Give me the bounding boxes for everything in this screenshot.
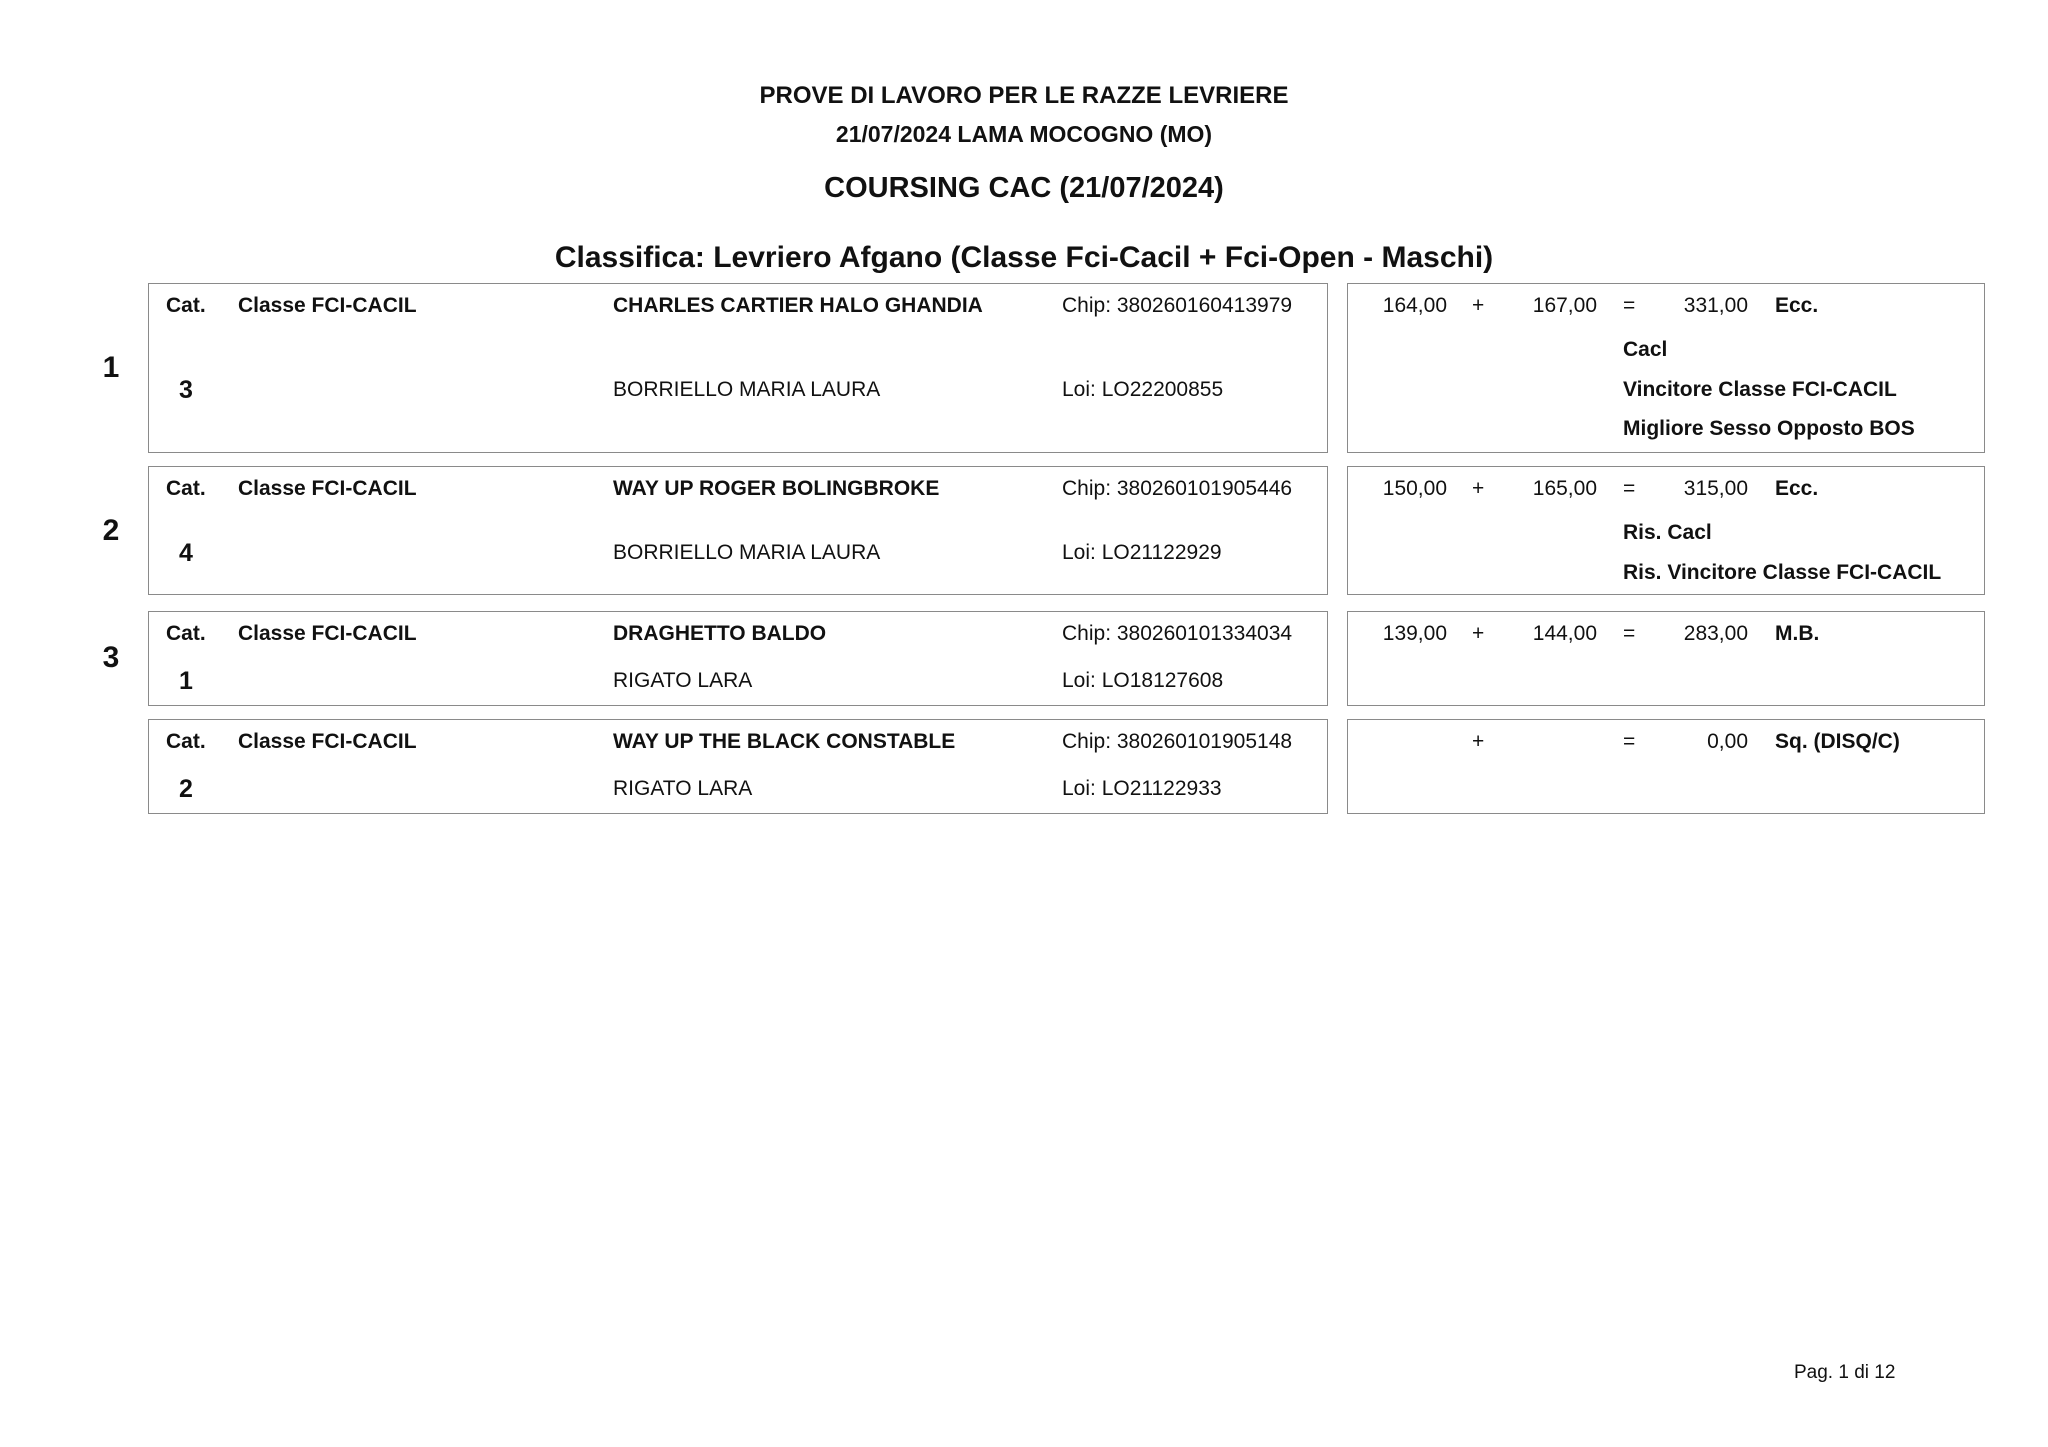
dog-info-box [148,611,1328,706]
equals-sign: = [1623,477,1636,500]
catalog-number: 1 [179,667,193,695]
cat-label: Cat. [166,730,206,753]
equals-sign: = [1623,622,1636,645]
loi-number: Loi: LO22200855 [1062,378,1224,401]
owner-name: RIGATO LARA [613,669,753,692]
score-run-1: 139,00 [1382,622,1447,645]
cat-label: Cat. [166,622,206,645]
score-run-2: 167,00 [1532,294,1597,317]
dog-info-box [148,719,1328,814]
catalog-number: 4 [179,539,193,567]
score-box [1347,283,1985,453]
score-run-1: 164,00 [1382,294,1447,317]
owner-name: RIGATO LARA [613,777,753,800]
competition-title: COURSING CAC (21/07/2024) [824,172,1224,204]
event-title: PROVE DI LAVORO PER LE RAZZE LEVRIERE [759,82,1289,109]
cat-label: Cat. [166,294,206,317]
result-entry [0,719,2048,814]
result-entry [0,466,2048,595]
result-entry [0,283,2048,453]
award: Ris. Cacl [1623,521,1712,544]
total-score: 315,00 [1683,477,1748,500]
qualification: M.B. [1775,622,1820,645]
score-box [1347,611,1985,706]
cat-label: Cat. [166,477,206,500]
dog-name: WAY UP THE BLACK CONSTABLE [613,730,956,753]
rank-number: 1 [102,351,120,384]
rank-number: 2 [102,514,120,547]
classification-title: Classifica: Levriero Afgano (Classe Fci-Cacil + Fci-Open - Maschi) [554,241,1494,274]
plus-sign: + [1472,730,1485,753]
total-score: 0,00 [1707,730,1748,753]
award: Cacl [1623,338,1668,361]
loi-number: Loi: LO18127608 [1062,669,1224,692]
class-name: Classe FCI-CACIL [238,294,417,317]
class-name: Classe FCI-CACIL [238,477,417,500]
plus-sign: + [1472,294,1485,317]
qualification: Ecc. [1775,477,1819,500]
chip-number: Chip: 380260101334034 [1062,622,1293,645]
page-number: Pag. 1 di 12 [1794,1362,1896,1383]
dog-info-box [148,283,1328,453]
score-box [1347,719,1985,814]
dog-info-box [148,466,1328,595]
result-entry [0,611,2048,706]
loi-number: Loi: LO21122933 [1062,777,1222,800]
owner-name: BORRIELLO MARIA LAURA [613,378,881,401]
dog-name: WAY UP ROGER BOLINGBROKE [613,477,940,500]
class-name: Classe FCI-CACIL [238,622,417,645]
dog-name: CHARLES CARTIER HALO GHANDIA [613,294,983,317]
chip-number: Chip: 380260160413979 [1062,294,1293,317]
plus-sign: + [1472,477,1485,500]
award: Vincitore Classe FCI-CACIL [1623,378,1897,401]
score-box [1347,466,1985,595]
total-score: 283,00 [1683,622,1748,645]
catalog-number: 2 [179,775,193,803]
total-score: 331,00 [1683,294,1748,317]
loi-number: Loi: LO21122929 [1062,541,1222,564]
qualification: Ecc. [1775,294,1819,317]
chip-number: Chip: 380260101905148 [1062,730,1293,753]
rank-number: 3 [102,641,120,674]
chip-number: Chip: 380260101905446 [1062,477,1293,500]
event-date-location: 21/07/2024 LAMA MOCOGNO (MO) [835,121,1213,147]
plus-sign: + [1472,622,1485,645]
owner-name: BORRIELLO MARIA LAURA [613,541,881,564]
dog-name: DRAGHETTO BALDO [613,622,827,645]
score-run-2: 144,00 [1532,622,1597,645]
award: Ris. Vincitore Classe FCI-CACIL [1623,561,1942,584]
qualification: Sq. (DISQ/C) [1775,730,1900,753]
score-run-1: 150,00 [1382,477,1447,500]
equals-sign: = [1623,730,1636,753]
award: Migliore Sesso Opposto BOS [1623,417,1915,440]
score-run-2: 165,00 [1532,477,1597,500]
catalog-number: 3 [179,376,193,404]
class-name: Classe FCI-CACIL [238,730,417,753]
equals-sign: = [1623,294,1636,317]
